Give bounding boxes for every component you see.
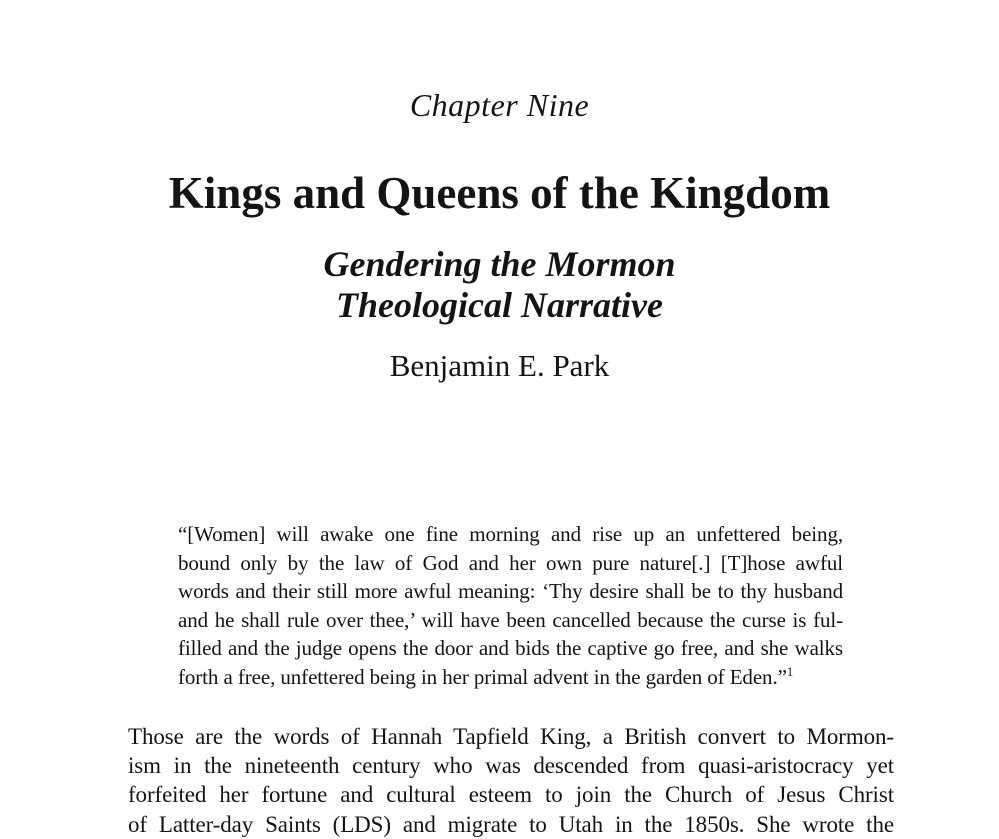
body-line: of Latter-day Saints (LDS) and migrate to Utah in the 1850s. She wrote the [128,811,894,837]
body-line: forfeited her fortune and cultural esteem to join the Church of Jesus Christ [128,782,894,808]
body-paragraph [128,722,894,839]
epigraph-line: words and their still more awful meaning: ‘Thy desire shall be to thy husband [178,579,843,604]
epigraph-line: and he shall rule over thee,’ will have been cancelled because the curse is ful- [178,607,843,632]
author-name: Benjamin E. Park [389,348,610,383]
epigraph-justified-lines [178,520,843,663]
body-line: ism in the nineteenth century who was descended from quasi-aristocracy yet [128,752,894,778]
chapter-subtitle [0,244,999,326]
epigraph-last-line-text: forth a free, unfettered being in her primal advent in the garden of Eden.” [178,664,787,689]
epigraph-line: “[Women] will awake one fine morning and rise up an unfettered being, [178,522,843,546]
chapter-label: Chapter Nine [409,87,590,123]
subtitle-line: Gendering the Mormon [323,244,676,284]
footnote-marker: 1 [786,664,794,679]
epigraph [178,520,843,692]
epigraph-last-line [178,663,843,692]
epigraph-line: filled and the judge opens the door and bids the captive go free, and she walks [178,636,843,661]
epigraph-line: bound only by the law of God and her own pure nature[.] [T]hose awful [178,550,843,575]
chapter-title: Kings and Queens of the Kingdom [168,168,831,218]
body-line: Those are the words of Hannah Tapfield King, a British convert to Mormon- [128,723,894,749]
subtitle-line: Theological Narrative [336,285,663,325]
